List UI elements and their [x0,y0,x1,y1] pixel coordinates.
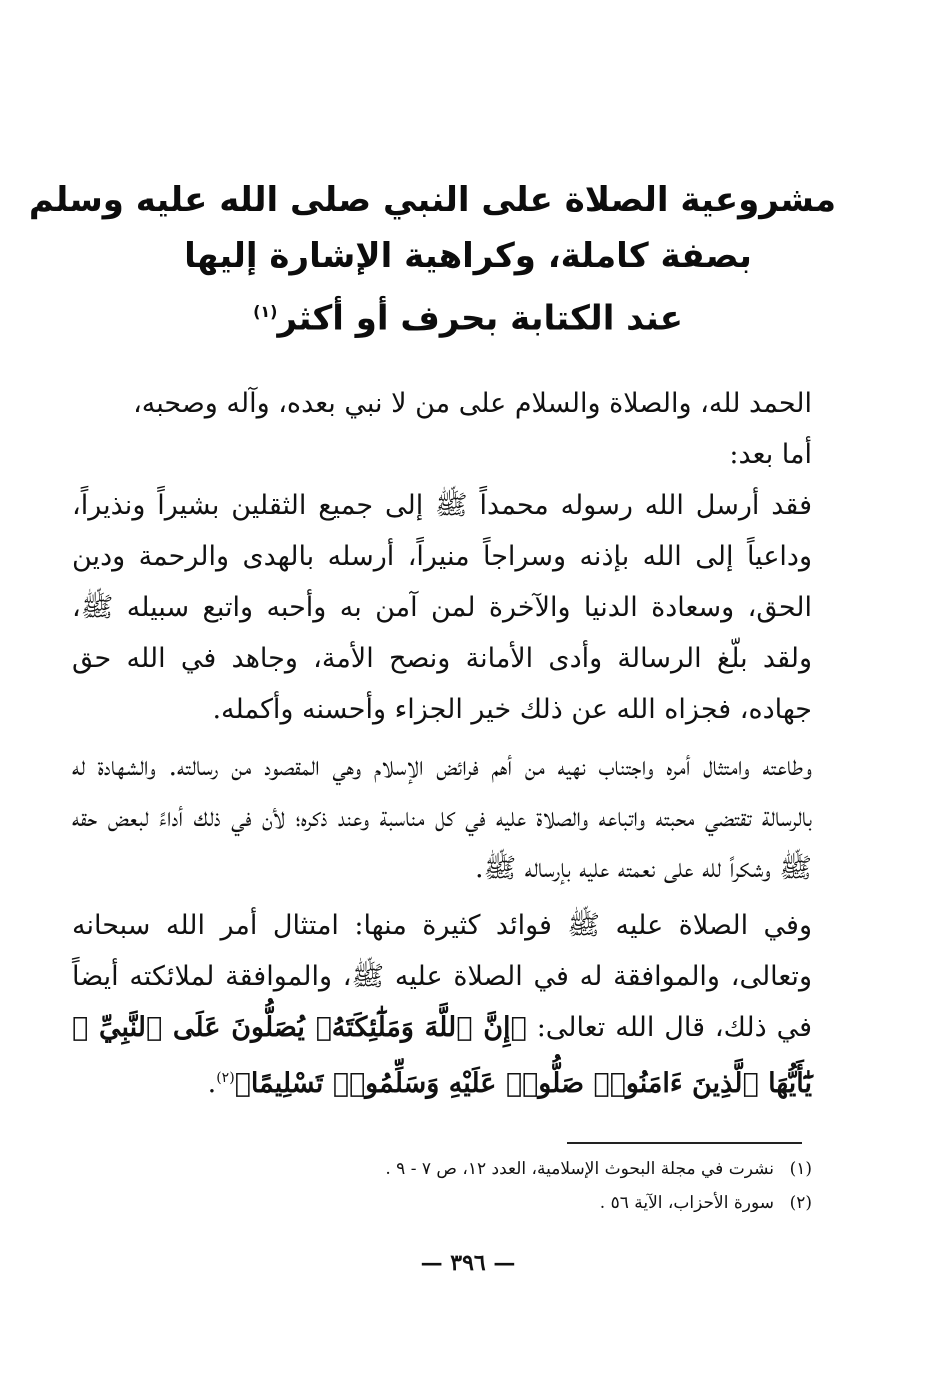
article-title [28,172,836,346]
paragraph-benefits-text: وفي الصلاة عليه ﷺ فوائد كثيرة منها: امتثال أمر الله سبحانه وتعالى، والموافقة له في الصلاة عليه ﷺ، والموافقة لملائكته أيضاً في ذلك، قال الله تعالى: [72,910,812,1043]
title-line-3 [100,284,836,346]
quran-verse: ﴿إِنَّ ٱللَّهَ وَمَلَٰٓئِكَتَهُۥ يُصَلُّونَ عَلَى ٱلنَّبِيِّ ۚ يَٰٓأَيُّهَا ٱلَّذِينَ ءَامَنُوا۟ صَلُّوا۟ عَلَيْهِ وَسَلِّمُوا۟ تَسْلِيمًا﴾ [72,1012,812,1099]
footnotes [140,1152,812,1220]
footnote-2 [140,1186,812,1220]
footnote-number: (٢) [789,1193,812,1213]
page-number: — ٣٩٦ — [420,1250,516,1276]
footnote-number: (١) [789,1159,812,1179]
verse-footnote-ref: (٢) [216,1070,235,1086]
footnote-divider [567,1142,802,1144]
paragraph-prophet-mission: فقد أرسل الله رسوله محمداً ﷺ إلى جميع الثقلين بشيراً ونذيراً، وداعياً إلى الله بإذنه وسراجاً منيراً، أرسله بالهدى والرحمة ودين الحق، وسعادة الدنيا والآخرة لمن آمن به وأحبه واتبع سبيله ﷺ، ولقد بلّغ الرسالة وأدى الأمانة ونصح الأمة، وجاهد في الله حق جهاده، فجزاه الله عن ذلك خير الجزاء وأحسنه وأكمله. [72,490,812,725]
footnote-text: سورة الأحزاب، الآية ٥٦ . [599,1193,774,1213]
paragraph-benefits [72,900,812,1109]
paragraph-end-period: . [207,1068,217,1099]
title-footnote-ref: (١) [253,302,278,321]
paragraph-obedience: وطاعته وامتثال أمره واجتناب نهيه من أهم فرائض الإسلام وهي المقصود من رسالته. والشهادة له بالرسالة تقتضي محبته واتباعه والصلاة عليه في كل مناسبة وعند ذكره؛ لأن في ذلك أداءً لبعض حقه ﷺ وشكراً لله على نعمته عليه بإرساله ﷺ. [72,751,812,884]
article-body [72,378,812,1109]
title-line-1: مشروعية الصلاة على النبي صلى الله عليه وسلم [28,180,836,220]
footnote-1 [140,1152,812,1186]
footnote-text: نشرت في مجلة البحوث الإسلامية، العدد ١٢، ص ٧ - ٩ . [385,1159,774,1179]
paragraph-opening: الحمد لله، والصلاة والسلام على من لا نبي بعده، وآله وصحبه، [133,388,812,419]
title-line-3-text: عند الكتابة بحرف أو أكثر [277,298,683,339]
title-line-2: بصفة كاملة، وكراهية الإشارة إليها [184,236,752,276]
paragraph-amma-baad: أما بعد: [729,439,812,470]
